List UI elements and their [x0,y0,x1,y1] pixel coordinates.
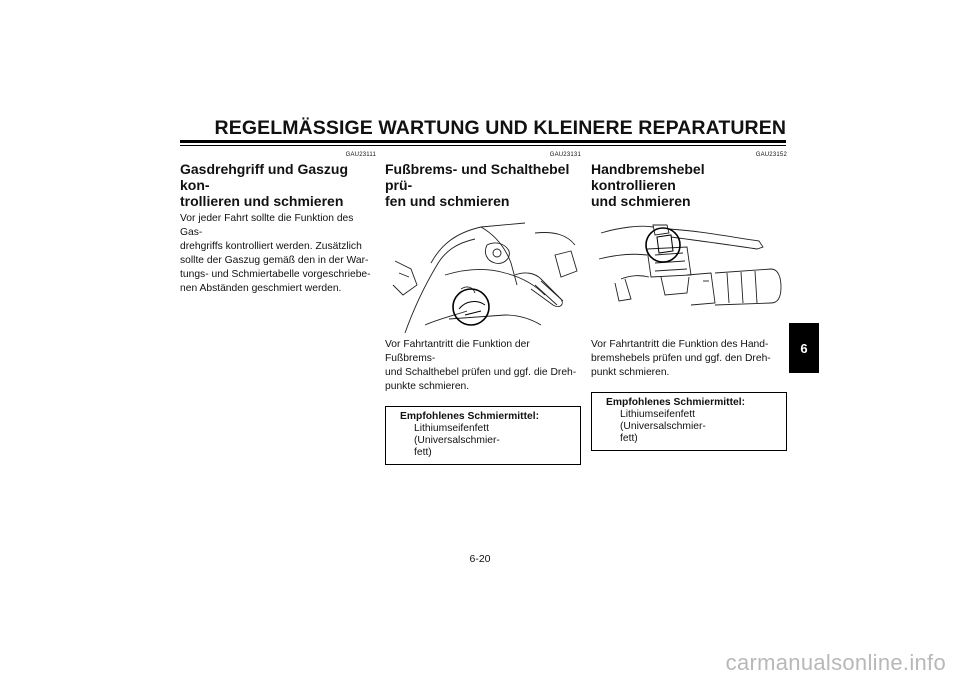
section-code: GAU23131 [549,152,581,158]
lubricant-title: Empfohlenes Schmiermittel: [606,397,746,408]
watermark: carmanualsonline.info [725,650,946,675]
page-number: 6-20 [469,553,491,565]
pedal-illustration [385,215,581,335]
recommended-lubricant-box [385,406,581,465]
section-body: Vor Fahrtantritt die Funktion der Fußbrems- und Schalthebel prüfen und ggf. die Dreh- punkte schmieren. [385,339,577,392]
header-rule-thin [180,145,786,146]
section-code: GAU23111 [345,152,376,158]
chapter-tab: 6 [789,323,819,373]
section-heading: Handbremshebel kontrollieren und schmieren [591,161,705,209]
brake-lever-illustration [591,215,787,335]
lubricant-value: Lithiumseifenfett (Universalschmier- fett) [620,409,706,444]
lubricant-title: Empfohlenes Schmiermittel: [400,411,540,422]
section-throttle-grip [180,151,376,296]
section-body: Vor jeder Fahrt sollte die Funktion des Gas- drehgriffs kontrolliert werden. Zusätzlich sollte der Gaszug gemäß den in der War- tungs- und Schmiertabelle vorgeschriebe- nen Abständen geschmiert werden. [180,213,371,294]
section-heading: Gasdrehgriff und Gaszug kon- trollieren und schmieren [180,161,349,209]
lubricant-value: Lithiumseifenfett (Universalschmier- fett) [414,423,500,458]
section-brake-lever [591,151,787,451]
section-brake-shift-pedal [385,151,581,465]
header-rule-thick [180,140,786,143]
page-title: REGELMÄSSIGE WARTUNG UND KLEINERE REPARATUREN [214,117,786,139]
recommended-lubricant-box [591,392,787,451]
section-code: GAU23152 [755,152,787,158]
section-heading: Fußbrems- und Schalthebel prü- fen und schmieren [385,161,570,209]
section-body: Vor Fahrtantritt die Funktion des Hand- bremshebels prüfen und ggf. den Dreh- punkt schmieren. [591,339,771,378]
